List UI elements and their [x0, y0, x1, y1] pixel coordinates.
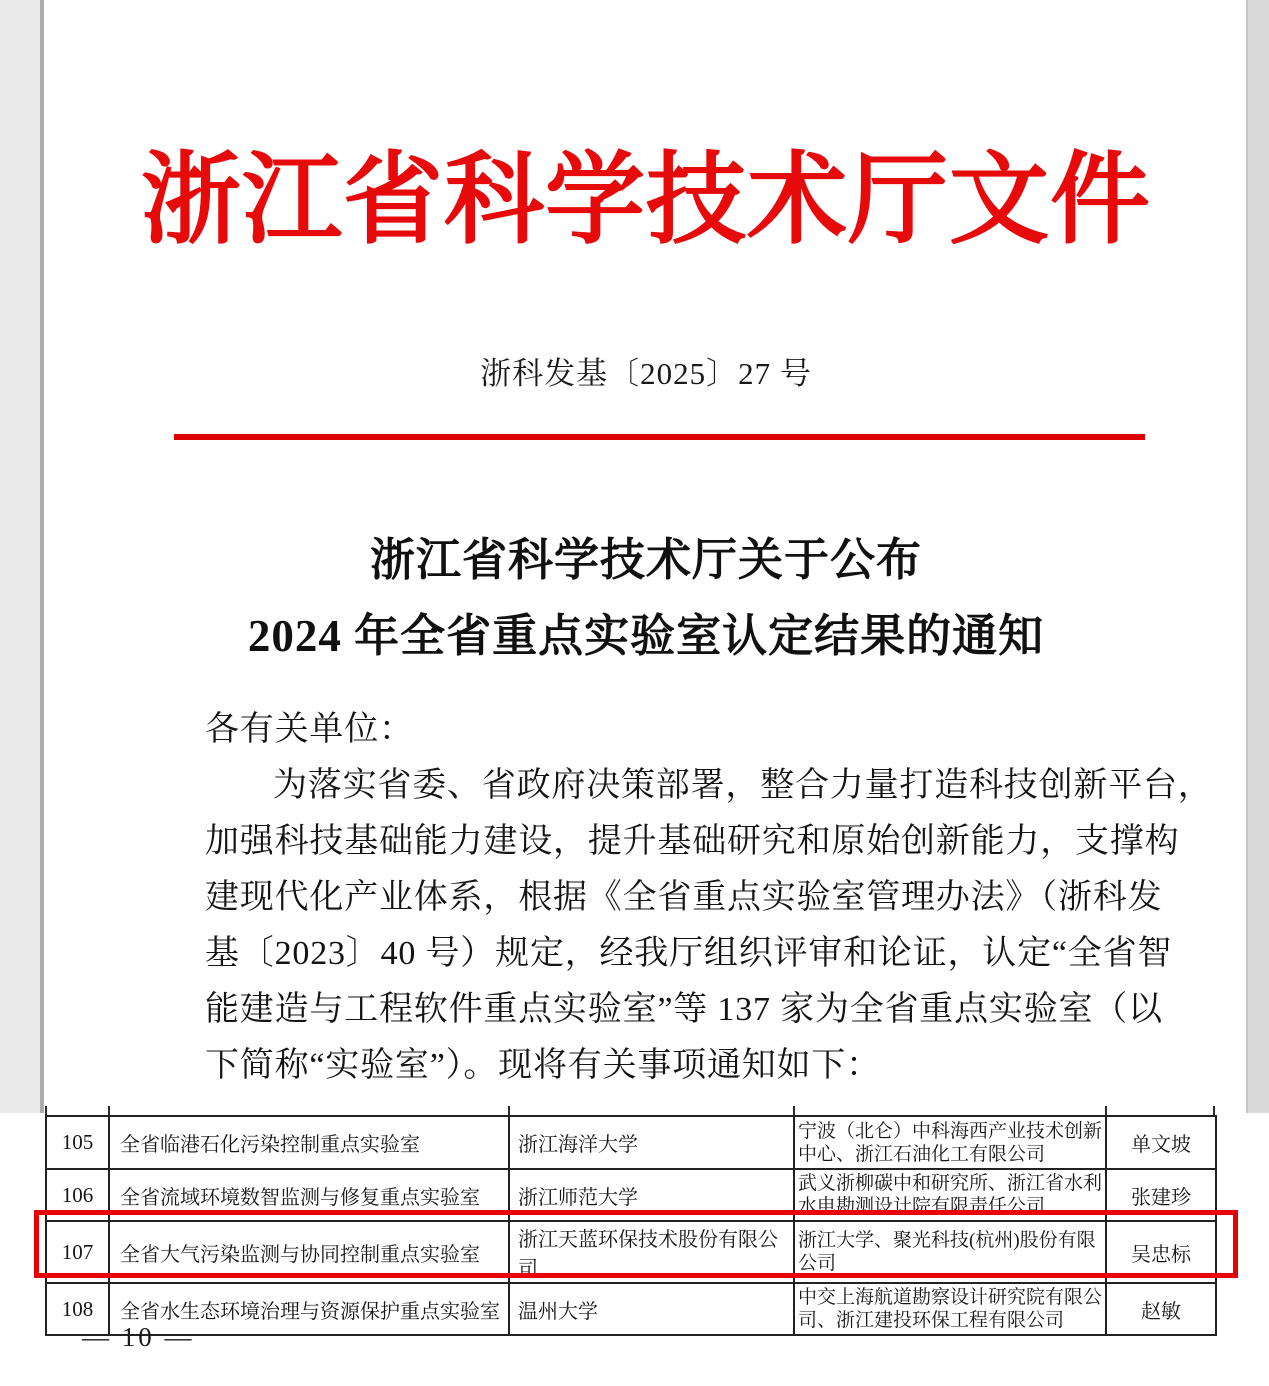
- page-number: — 10 —: [82, 1322, 195, 1352]
- partner-units-cell: 武义浙柳碳中和研究所、浙江省水利水电勘测设计院有限责任公司: [794, 1169, 1106, 1221]
- row-index-cell: 105: [46, 1116, 109, 1169]
- doc-number: 浙科发基〔2025〕27 号: [480, 356, 812, 391]
- notice-title-line1: 浙江省科学技术厅关于公布: [369, 535, 922, 585]
- table-row-107: [46, 1221, 1216, 1283]
- director-cell: 赵敏: [1106, 1283, 1216, 1335]
- red-divider-rule: [174, 434, 1145, 440]
- host-unit-cell: 浙江师范大学: [509, 1169, 794, 1221]
- director-cell: 单文坡: [1106, 1116, 1216, 1169]
- host-unit-cell: 浙江天蓝环保技术股份有限公司: [509, 1221, 794, 1283]
- body-line: 建现代化产业体系，根据《全省重点实验室管理办法》（浙科发: [205, 879, 1163, 916]
- body-line: 能建造与工程软件重点实验室”等 137 家为全省重点实验室（以: [205, 991, 1163, 1028]
- table-edge-stub: [1213, 1106, 1215, 1115]
- results-table: [45, 1115, 1217, 1336]
- lab-name-cell: 全省大气污染监测与协同控制重点实验室: [109, 1221, 509, 1283]
- letterhead-title: 浙江省科学技术厅文件: [141, 145, 1151, 256]
- table-edge-stub: [1105, 1106, 1107, 1115]
- table-row-108: [46, 1283, 1216, 1335]
- viewer-gutter-right: [1246, 0, 1269, 1113]
- notice-title: [44, 522, 1248, 674]
- table-edge-stub: [108, 1106, 110, 1115]
- lab-name-cell: 全省临港石化污染控制重点实验室: [109, 1116, 509, 1169]
- table-edge-stub: [793, 1106, 795, 1115]
- body-line: 加强科技基础能力建设，提升基础研究和原始创新能力，支撑构: [205, 823, 1180, 860]
- lab-name-cell: 全省流域环境数智监测与修复重点实验室: [109, 1169, 509, 1221]
- body-line: 下简称“实验室”）。现将有关事项通知如下：: [205, 1047, 881, 1084]
- body-text: [205, 702, 1213, 1094]
- host-unit-cell: 浙江海洋大学: [509, 1116, 794, 1169]
- salutation: 各有关单位：: [205, 711, 414, 748]
- body-line: 为落实省委、省政府决策部署，整合力量打造科技创新平台，: [273, 767, 1213, 804]
- director-cell: 吴忠标: [1106, 1221, 1216, 1283]
- row-index-cell: 107: [46, 1221, 109, 1283]
- viewer-gutter-left: [0, 0, 44, 1113]
- host-unit-cell: 温州大学: [509, 1283, 794, 1335]
- table-row-106: [46, 1169, 1216, 1221]
- table-edge-stub: [508, 1106, 510, 1115]
- table-edge-stub: [45, 1106, 47, 1115]
- body-line: 基〔2023〕40 号）规定，经我厅组织评审和论证，认定“全省智: [205, 935, 1173, 972]
- notice-title-line2: 2024 年全省重点实验室认定结果的通知: [247, 611, 1045, 661]
- partner-units-cell: 宁波（北仑）中科海西产业技术创新中心、浙江石油化工有限公司: [794, 1116, 1106, 1169]
- lab-name-cell: 全省水生态环境治理与资源保护重点实验室: [109, 1283, 509, 1335]
- row-index-cell: 108: [46, 1283, 109, 1335]
- table-row-105: [46, 1116, 1216, 1169]
- director-cell: 张建珍: [1106, 1169, 1216, 1221]
- row-index-cell: 106: [46, 1169, 109, 1221]
- partner-units-cell: 浙江大学、聚光科技(杭州)股份有限公司: [794, 1221, 1106, 1283]
- partner-units-cell: 中交上海航道勘察设计研究院有限公司、浙江建投环保工程有限公司: [794, 1283, 1106, 1335]
